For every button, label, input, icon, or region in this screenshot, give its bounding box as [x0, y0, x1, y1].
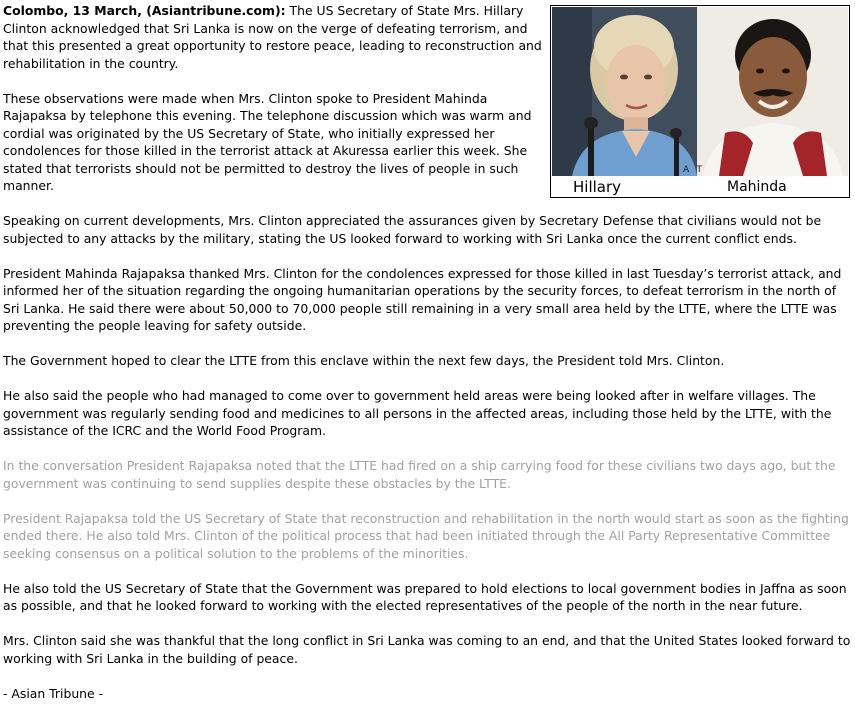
mahinda-portrait-icon: [697, 7, 848, 176]
paragraph-3: Speaking on current developments, Mrs. Clinton appreciated the assurances given by Secretary Defense that civilians would not be subjected to any attacks by the military, stating the US looked forward to working with Sri Lanka once the current conflict ends.: [3, 213, 822, 246]
paragraph-9: He also told the US Secretary of State that the Government was prepared to hold elections to local government bodies in Jaffna as soon as possible, and that he looked forward to working with the elected representatives of the people of the north in the near future.: [3, 580, 847, 613]
paragraph-10: Mrs. Clinton said she was thankful that the long conflict in Sri Lanka was coming to an end, and that the United States looked forward to working with Sri Lanka in the building of peace.: [3, 633, 851, 666]
watermark-text: AT: [683, 165, 710, 175]
caption-mahinda: Mahinda: [727, 179, 787, 195]
paragraph-4: President Mahinda Rajapaksa thanked Mrs. Clinton for the condolences expressed for those killed in last Tuesday’s terrorist attack, and informed her of the situation regarding the ongoing humanitarian operations by the security forces, to defeat terrorism in the north of Sri Lanka. He said there were about 50,000 to 70,000 people still remaining in a very small area held by the LTTE, where the LTTE was preventing the people leaving for safety outside.: [3, 265, 842, 333]
hillary-clinton-photo: [552, 7, 697, 176]
signoff: - Asian Tribune -: [3, 685, 104, 701]
dateline: Colombo, 13 March, (Asiantribune.com):: [3, 3, 286, 18]
paragraph-6: He also said the people who had managed to come over to government held areas were being looked after in welfare villages. The government was regularly sending food and medicines to all persons in the affected areas, including those held by the LTTE, with the assistance of the ICRC and the World Food Program.: [3, 388, 832, 438]
leaders-photo: [550, 5, 850, 198]
paragraph-7: In the conversation President Rajapaksa noted that the LTTE had fired on a ship carrying food for these civilians two days ago, but the government was continuing to send supplies despite these obstacles by the LTTE.: [3, 458, 836, 491]
paragraph-2: These observations were made when Mrs. Clinton spoke to President Mahinda Rajapaksa by telephone this evening. The telephone discussion which was warm and cordial was originated by the US Secretary of State, who initially expressed her condolences for those killed in the terrorist attack at Akuressa earlier this week. She stated that terrorists should not be permitted to destroy the lives of people in such manner.: [3, 90, 532, 193]
mahinda-rajapaksa-photo: [697, 7, 848, 176]
paragraph-8: President Rajapaksa told the US Secretary of State that reconstruction and rehabilitation in the north would start as soon as the fighting ended there. He also told Mrs. Clinton of the political process that had been initiated through the All Party Representative Committee seeking consensus on a political solution to the problems of the minorities.: [3, 510, 849, 561]
paragraph-1-text: The US Secretary of State Mrs. Hillary Clinton acknowledged that Sri Lanka is now on the verge of defeating terrorism, and that this presented a great opportunity to restore peace, leading to reconstruction and rehabilitation in the country.: [3, 3, 542, 71]
paragraph-5: The Government hoped to clear the LTTE from this enclave within the next few days, the President told Mrs. Clinton.: [3, 353, 725, 368]
hillary-portrait-icon: [552, 7, 697, 176]
caption-hillary: Hillary: [573, 178, 622, 196]
